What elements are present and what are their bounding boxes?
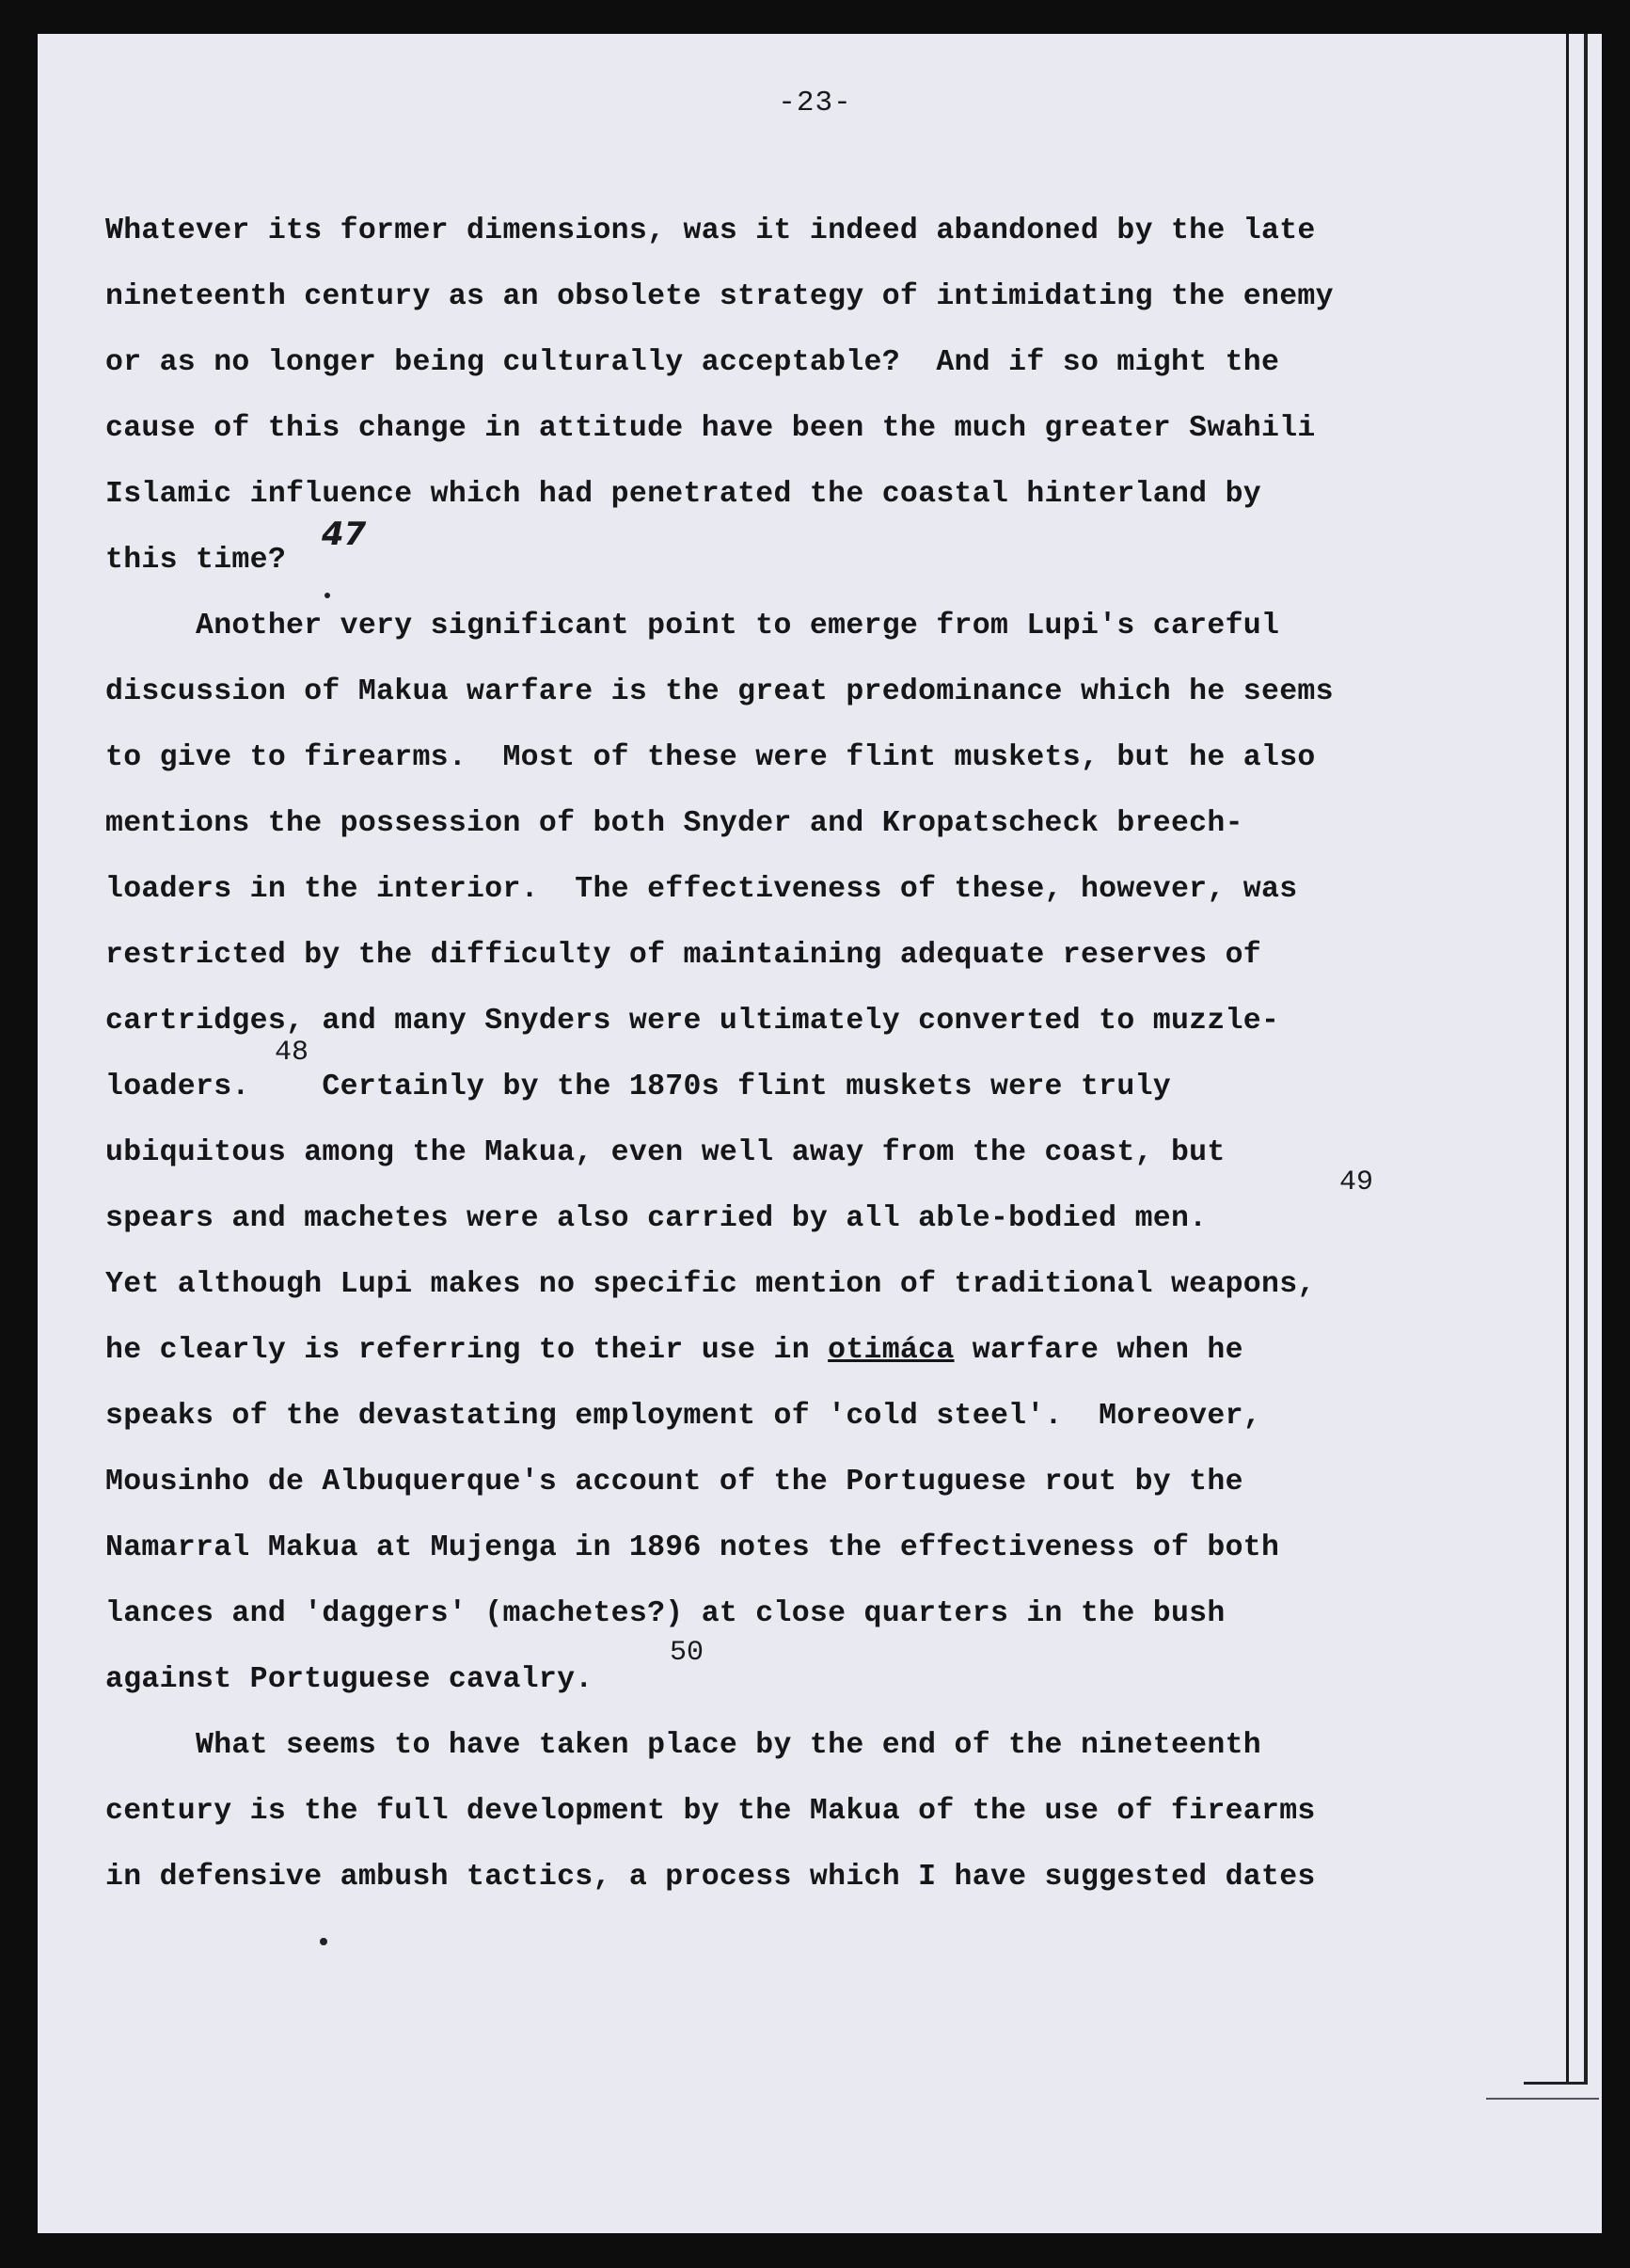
text-line-23: against Portuguese cavalry. bbox=[105, 1663, 593, 1696]
footnote-ref-48: 48 bbox=[275, 1037, 309, 1069]
text-line-26: in defensive ambush tactics, a process which I have suggested dates bbox=[105, 1861, 1316, 1894]
page-edge-line bbox=[1566, 34, 1569, 2085]
text-line-12: restricted by the difficulty of maintaining adequate reserves of bbox=[105, 939, 1261, 972]
footnote-ref-47: 47 bbox=[322, 515, 367, 553]
text-line-22: lances and 'daggers' (machetes?) at close quarters in the bush bbox=[105, 1597, 1226, 1630]
text-line-7: Another very significant point to emerge from Lupi's careful bbox=[105, 610, 1280, 642]
text-line-6: this time? bbox=[105, 544, 287, 577]
page-number: -23- bbox=[778, 87, 852, 119]
text-line-5: Islamic influence which had penetrated the coastal hinterland by bbox=[105, 478, 1261, 511]
text-line-10: mentions the possession of both Snyder and Kropatscheck breech- bbox=[105, 807, 1243, 840]
text-line-9: to give to firearms. Most of these were flint muskets, but he also bbox=[105, 741, 1316, 774]
text-line-3: or as no longer being culturally acceptable? And if so might the bbox=[105, 346, 1280, 379]
text-line-13: cartridges, and many Snyders were ultimately converted to muzzle- bbox=[105, 1005, 1280, 1038]
text-line-18-end: warfare when he bbox=[954, 1334, 1243, 1367]
text-line-8: discussion of Makua warfare is the great predominance which he seems bbox=[105, 675, 1334, 708]
text-line-19: speaks of the devastating employment of 'cold steel'. Moreover, bbox=[105, 1400, 1261, 1433]
underlined-term: otimáca bbox=[828, 1334, 955, 1367]
ink-speck bbox=[324, 593, 330, 598]
text-line-25: century is the full development by the Makua of the use of firearms bbox=[105, 1795, 1316, 1828]
text-line-20: Mousinho de Albuquerque's account of the Portuguese rout by the bbox=[105, 1466, 1243, 1499]
text-line-17: Yet although Lupi makes no specific mention of traditional weapons, bbox=[105, 1268, 1316, 1301]
text-line-18 bbox=[105, 1334, 1243, 1367]
text-line-4: cause of this change in attitude have been the much greater Swahili bbox=[105, 412, 1316, 445]
text-line-18-start: he clearly is referring to their use in bbox=[105, 1334, 829, 1367]
ink-speck bbox=[320, 1938, 327, 1945]
text-line-1: Whatever its former dimensions, was it indeed abandoned by the late bbox=[105, 214, 1316, 247]
text-line-2: nineteenth century as an obsolete strategy of intimidating the enemy bbox=[105, 280, 1334, 313]
footnote-ref-50: 50 bbox=[670, 1637, 704, 1669]
corner-rule bbox=[1524, 2082, 1586, 2085]
text-line-24: What seems to have taken place by the end of the nineteenth bbox=[105, 1729, 1261, 1762]
text-line-15: ubiquitous among the Makua, even well away from the coast, but bbox=[105, 1136, 1226, 1169]
text-line-14: loaders. Certainly by the 1870s flint muskets were truly bbox=[105, 1071, 1171, 1103]
text-line-21: Namarral Makua at Mujenga in 1896 notes the effectiveness of both bbox=[105, 1531, 1280, 1564]
text-line-16: spears and machetes were also carried by all able-bodied men. bbox=[105, 1202, 1208, 1235]
page-edge-line-outer bbox=[1584, 34, 1588, 2085]
footnote-ref-49: 49 bbox=[1339, 1166, 1374, 1198]
corner-rule-lower bbox=[1486, 2098, 1599, 2100]
text-line-11: loaders in the interior. The effectiveness of these, however, was bbox=[105, 873, 1298, 906]
